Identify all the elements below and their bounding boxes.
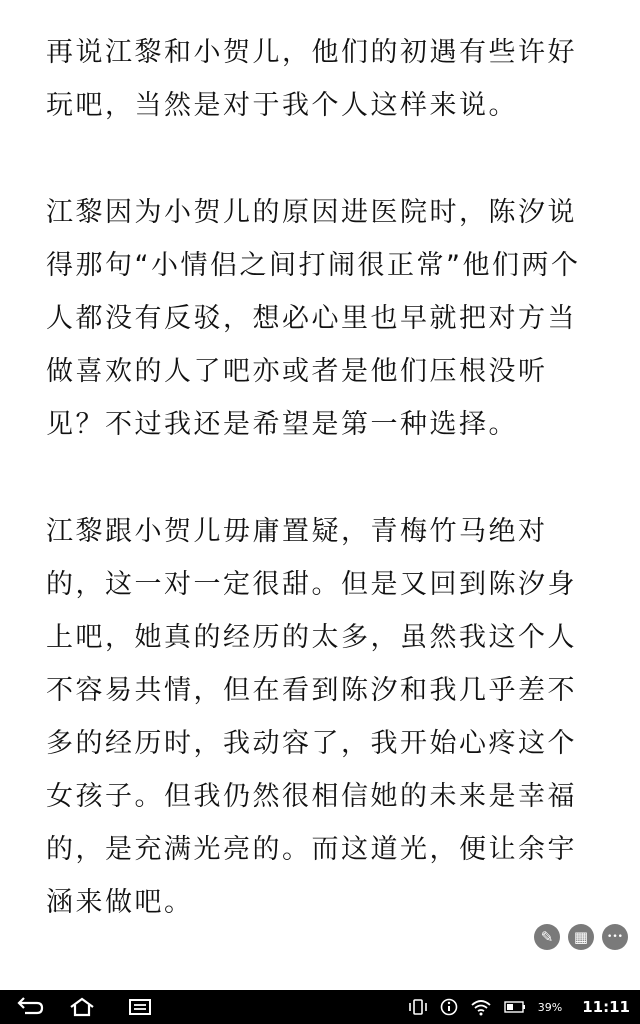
home-button[interactable] [62, 993, 102, 1021]
wifi-icon [470, 998, 492, 1016]
paragraph: 江黎跟小贺儿毋庸置疑，青梅竹马绝对的，这一对一定很甜。但是又回到陈汐身上吧，她真的经历的太多，虽然我这个人不容易共情，但在看到陈汐和我几乎差不多的经历时，我动容了，我开始心疼这个女孩子。但我仍然很相信她的未来是幸福的，是充满光亮的。而这道光，便让余宇涵来做吧。 [46, 516, 577, 918]
back-arrow-icon [15, 997, 45, 1017]
paragraph: 再说江黎和小贺儿，他们的初遇有些许好玩吧，当然是对于我个人这样来说。 [46, 37, 577, 121]
battery-percent: 39% [537, 1000, 563, 1014]
status-clock: 11:11 [582, 998, 630, 1016]
paragraph [46, 983, 606, 990]
grid-icon[interactable]: ▦ [568, 924, 594, 950]
floating-action-group [534, 924, 628, 950]
more-icon[interactable]: ••• [602, 924, 628, 950]
battery-icon [504, 1000, 526, 1014]
pencil-icon[interactable]: ✎ [534, 924, 560, 950]
recent-apps-icon [127, 997, 153, 1017]
system-navigation-bar [0, 990, 640, 1024]
info-icon [440, 998, 458, 1016]
vibrate-icon [408, 998, 428, 1016]
status-area [408, 990, 630, 1024]
article-content [46, 26, 606, 990]
paragraph: 江黎因为小贺儿的原因进医院时，陈汐说得那句“小情侣之间打闹很正常”他们两个人都没有反驳，想必心里也早就把对方当做喜欢的人了吧亦或者是他们压根没听见？不过我还是希望是第一种选择。 [46, 197, 581, 440]
recent-apps-button[interactable] [120, 993, 160, 1021]
home-icon [68, 997, 96, 1017]
back-button[interactable] [10, 993, 50, 1021]
